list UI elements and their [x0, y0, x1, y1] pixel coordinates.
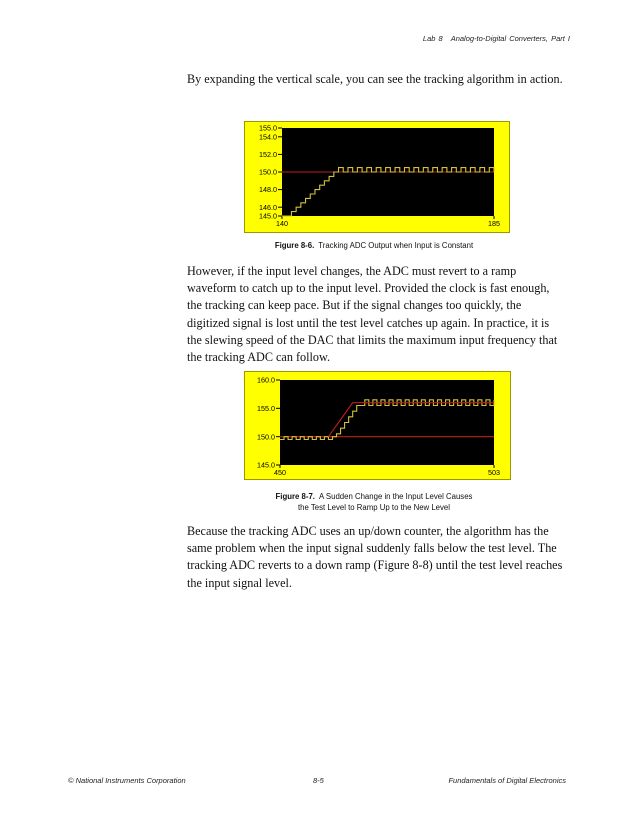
figure-8-7-svg — [245, 372, 510, 479]
fig-8-6-ytick-label: 152.0 — [259, 150, 277, 159]
figure-8-6-chart — [244, 121, 510, 233]
paragraph-input-change: However, if the input level changes, the ADC must revert to a ramp waveform to catch up to the input level. Provided the clock is fast enough, the tracking can keep pace. But if the signal changes too quickly, the digitized signal is lost until the test level catches up again. In practice, it is the slewing speed of the DAC that limits the maximum input frequency that the tracking ADC can follow. — [187, 264, 558, 365]
fig-8-7-ytick-label: 160.0 — [257, 375, 275, 385]
paragraph-intro: By expanding the vertical scale, you can see the tracking algorithm in action. — [187, 72, 563, 86]
header-lab-number: Lab 8 — [422, 34, 443, 43]
fig-8-6-ytick-label: 146.0 — [259, 202, 277, 212]
figure-8-7-caption-line2: the Test Level to Ramp Up to the New Level — [298, 503, 450, 512]
fig-8-7-plot-area — [280, 380, 494, 465]
fig-8-6-ytick-label: 145.0 — [259, 211, 277, 221]
figure-8-6-caption-text: Tracking ADC Output when Input is Constant — [318, 241, 474, 250]
fig-8-6-ytick-label: 154.0 — [259, 132, 277, 142]
figure-8-6-caption — [200, 240, 548, 251]
fig-8-7-ytick-label: 155.0 — [257, 403, 275, 413]
footer-book-title: Fundamentals of Digital Electronics — [448, 776, 566, 785]
paragraph-down-ramp: Because the tracking ADC uses an up/down counter, the algorithm has the same problem when the input signal suddenly falls below the test level. The tracking ADC reverts to a down ramp (Figure 8-8) until the test level reaches the input signal level. — [187, 524, 563, 590]
figure-8-6-label: Figure 8-6. — [274, 241, 315, 250]
fig-8-6-ytick-label: 148.0 — [259, 185, 277, 195]
fig-8-6-xtick-label: 185 — [488, 219, 500, 228]
header-title: Analog-to-Digital Converters, Part I — [450, 34, 570, 43]
footer-copyright: © National Instruments Corporation — [68, 776, 186, 785]
figure-8-7-caption — [200, 491, 548, 513]
figure-8-6-svg — [245, 122, 509, 232]
fig-8-6-xtick-label: 140 — [276, 219, 288, 228]
fig-8-7-xtick-label: 503 — [488, 468, 500, 477]
running-header — [423, 34, 570, 43]
figure-8-7-chart — [244, 371, 511, 480]
fig-8-7-ytick-label: 145.0 — [257, 460, 275, 470]
footer-page-number: 8-5 — [313, 776, 324, 785]
fig-8-6-ytick-label: 155.0 — [259, 123, 277, 133]
figure-8-7-label: Figure 8-7. — [275, 492, 315, 501]
fig-8-6-ytick-label: 150.0 — [259, 167, 277, 177]
fig-8-7-ytick-label: 150.0 — [257, 432, 275, 442]
figure-8-7-caption-line1: A Sudden Change in the Input Level Causes — [318, 492, 473, 501]
fig-8-7-xtick-label: 450 — [274, 468, 286, 477]
